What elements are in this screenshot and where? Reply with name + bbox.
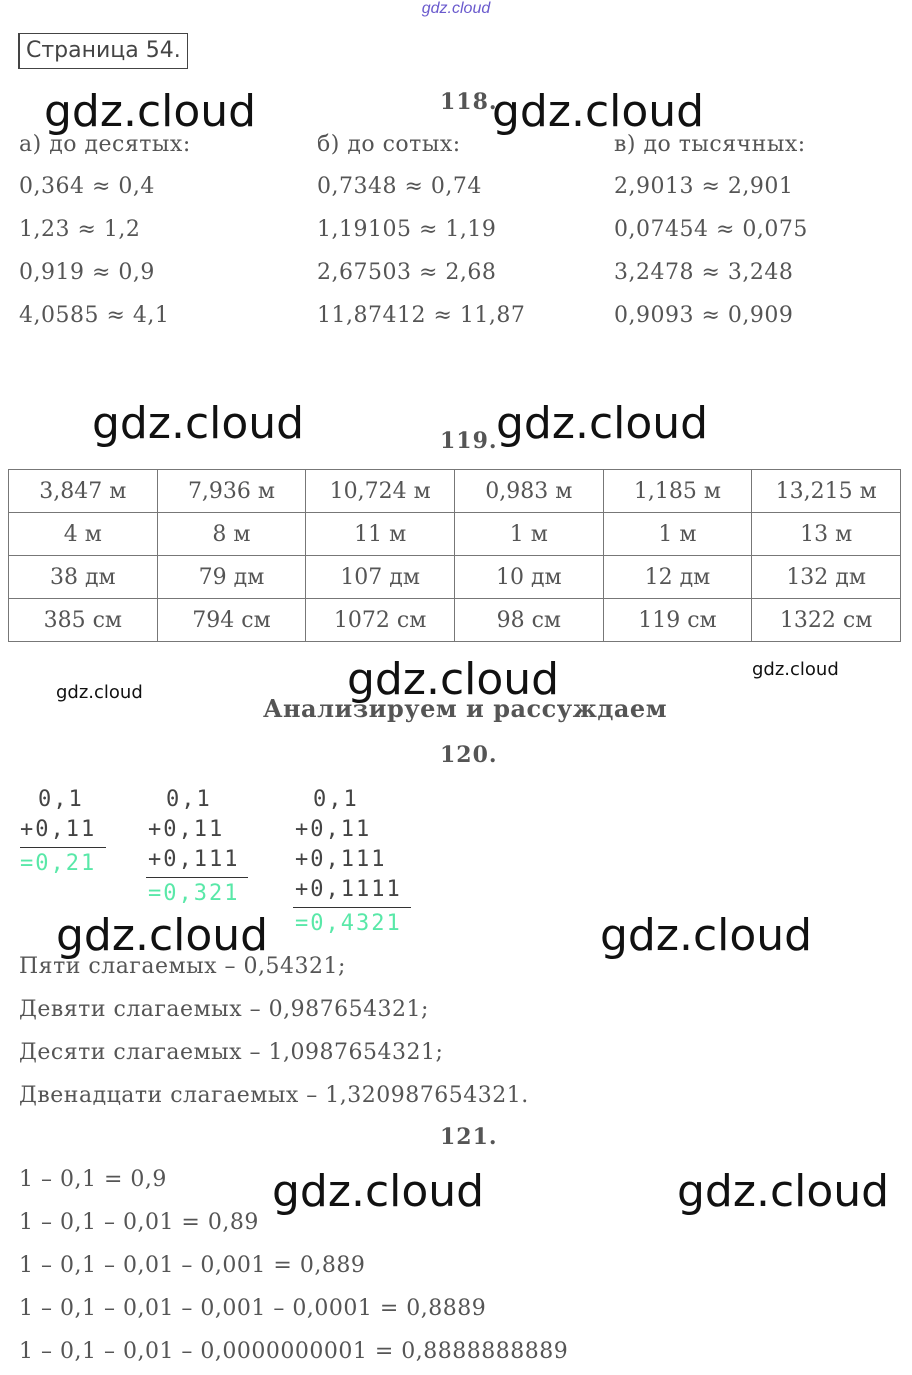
subtraction-line: 1 – 0,1 – 0,01 – 0,001 = 0,889 [19, 1253, 366, 1278]
sum-result: =0,21 [20, 851, 97, 876]
ex118-col-b [317, 165, 525, 337]
table-cell: 132 дм [752, 556, 901, 599]
table-cell: 8 м [157, 513, 306, 556]
ex118-col-a [19, 165, 169, 337]
rounding-line: 0,364 ≈ 0,4 [19, 174, 155, 199]
sum-underline [20, 847, 106, 848]
ex118-col-a-header: а) до десятых: [19, 132, 191, 157]
table-cell: 1 м [603, 513, 752, 556]
table-cell: 119 см [603, 599, 752, 642]
subtraction-line: 1 – 0,1 = 0,9 [19, 1167, 167, 1192]
watermark: gdz.cloud [752, 659, 839, 680]
subtraction-line: 1 – 0,1 – 0,01 – 0,001 – 0,0001 = 0,8889 [19, 1296, 487, 1321]
rounding-line: 4,0585 ≈ 4,1 [19, 303, 170, 328]
sum-term: +0,11 [20, 817, 97, 842]
table-cell: 3,847 м [9, 470, 158, 513]
watermark: gdz.cloud [496, 398, 709, 449]
watermark: gdz.cloud [44, 86, 257, 137]
exercise-119-number: 119. [440, 428, 498, 454]
sum-column-1 [20, 785, 96, 879]
exercise-118-number: 118. [440, 89, 498, 115]
watermark: gdz.cloud [92, 398, 305, 449]
table-cell: 1072 см [306, 599, 455, 642]
sum-result: =0,321 [148, 881, 240, 906]
watermark: gdz.cloud [272, 1166, 485, 1217]
rounding-line: 2,67503 ≈ 2,68 [317, 260, 497, 285]
table-cell: 1 м [454, 513, 603, 556]
sum-column-2 [148, 785, 239, 909]
watermark: gdz.cloud [677, 1166, 890, 1217]
table-cell: 10 дм [454, 556, 603, 599]
table-cell: 385 см [9, 599, 158, 642]
sum-underline [146, 877, 248, 878]
table-row [9, 470, 901, 513]
rounding-line: 2,9013 ≈ 2,901 [614, 174, 794, 199]
table-cell: 4 м [9, 513, 158, 556]
table-cell: 12 дм [603, 556, 752, 599]
table-row [9, 513, 901, 556]
ex118-col-b-header: б) до сотых: [317, 132, 461, 157]
rounding-line: 0,919 ≈ 0,9 [19, 260, 155, 285]
ex118-col-c [614, 165, 808, 337]
rounding-line: 0,07454 ≈ 0,075 [614, 217, 808, 242]
top-watermark: gdz.cloud [421, 0, 491, 17]
table-cell: 794 см [157, 599, 306, 642]
rounding-line: 1,19105 ≈ 1,19 [317, 217, 497, 242]
section-heading: Анализируем и рассуждаем [262, 694, 668, 723]
watermark: gdz.cloud [56, 682, 143, 703]
sum-term: +0,11 [295, 817, 372, 842]
subtraction-line: 1 – 0,1 – 0,01 = 0,89 [19, 1210, 259, 1235]
watermark: gdz.cloud [492, 86, 705, 137]
ex120-answers [19, 945, 529, 1117]
table-cell: 0,983 м [454, 470, 603, 513]
table-row [9, 556, 901, 599]
table-cell: 7,936 м [157, 470, 306, 513]
watermark: gdz.cloud [56, 910, 269, 961]
sum-term: +0,11 [148, 817, 225, 842]
rounding-line: 1,23 ≈ 1,2 [19, 217, 141, 242]
table-cell: 79 дм [157, 556, 306, 599]
table-cell: 107 дм [306, 556, 455, 599]
page-label: Страница 54. [18, 33, 188, 69]
sum-term: 0,1 [313, 787, 359, 812]
sum-term: 0,1 [38, 787, 84, 812]
sum-underline [293, 907, 411, 908]
table-cell: 11 м [306, 513, 455, 556]
watermark: gdz.cloud [600, 910, 813, 961]
table-cell: 10,724 м [306, 470, 455, 513]
table-cell: 38 дм [9, 556, 158, 599]
ex118-col-c-header: в) до тысячных: [614, 132, 806, 157]
sum-term: +0,111 [295, 847, 387, 872]
table-cell: 13 м [752, 513, 901, 556]
sum-column-3 [295, 785, 402, 939]
rounding-line: 3,2478 ≈ 3,248 [614, 260, 794, 285]
subtraction-line: 1 – 0,1 – 0,01 – 0,0000000001 = 0,8888888889 [19, 1339, 569, 1364]
units-table [8, 469, 901, 642]
exercise-120-number: 120. [440, 742, 498, 768]
exercise-121-number: 121. [440, 1124, 498, 1150]
sum-term: +0,111 [148, 847, 240, 872]
sum-term: +0,1111 [295, 877, 402, 902]
sum-term: 0,1 [166, 787, 212, 812]
table-cell: 98 см [454, 599, 603, 642]
table-row [9, 599, 901, 642]
answer-line: Пяти слагаемых – 0,54321; [19, 954, 346, 979]
answer-line: Двенадцати слагаемых – 1,320987654321. [19, 1083, 529, 1108]
rounding-line: 0,9093 ≈ 0,909 [614, 303, 794, 328]
rounding-line: 0,7348 ≈ 0,74 [317, 174, 482, 199]
watermark: gdz.cloud [347, 654, 560, 705]
table-cell: 13,215 м [752, 470, 901, 513]
sum-result: =0,4321 [295, 911, 402, 936]
answer-line: Девяти слагаемых – 0,987654321; [19, 997, 429, 1022]
rounding-line: 11,87412 ≈ 11,87 [317, 303, 526, 328]
table-cell: 1,185 м [603, 470, 752, 513]
table-cell: 1322 см [752, 599, 901, 642]
answer-line: Десяти слагаемых – 1,0987654321; [19, 1040, 444, 1065]
